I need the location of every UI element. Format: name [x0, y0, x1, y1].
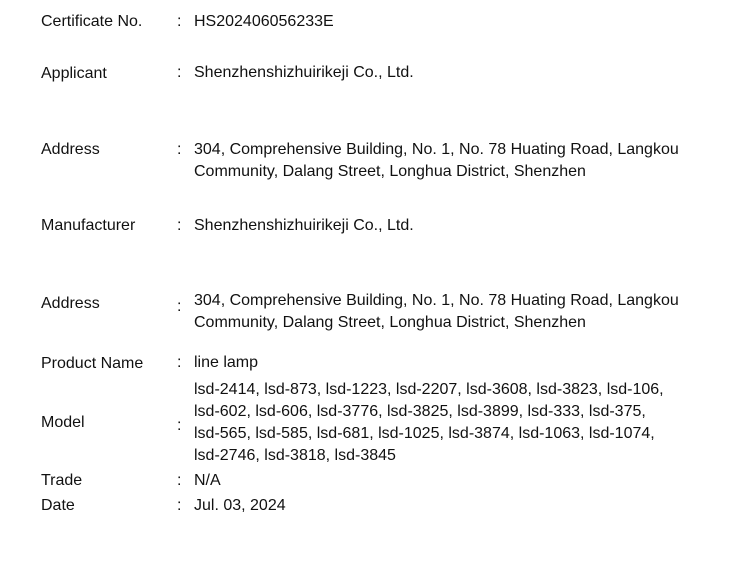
applicant-address-label: Address	[41, 141, 100, 158]
date-label: Date	[41, 497, 75, 514]
colon: :	[177, 217, 182, 234]
manufacturer-value: Shenzhenshizhuirikeji Co., Ltd.	[194, 217, 414, 234]
model-line: lsd-565, lsd-585, lsd-681, lsd-1025, lsd-3874, lsd-1063, lsd-1074,	[194, 425, 655, 442]
trade-label: Trade	[41, 472, 83, 489]
colon: :	[177, 298, 182, 315]
model-line: lsd-2746, lsd-3818, lsd-3845	[194, 447, 396, 464]
colon: :	[177, 417, 182, 434]
colon: :	[177, 497, 182, 514]
certificate-no-value: HS202406056233E	[194, 13, 334, 30]
colon: :	[177, 472, 182, 489]
applicant-label: Applicant	[41, 65, 107, 82]
model-line: lsd-2414, lsd-873, lsd-1223, lsd-2207, lsd-3608, lsd-3823, lsd-106,	[194, 381, 664, 398]
colon: :	[177, 141, 182, 158]
address-line: Community, Dalang Street, Longhua District, Shenzhen	[194, 163, 586, 180]
address-line: 304, Comprehensive Building, No. 1, No. 78 Huating Road, Langkou	[194, 141, 679, 158]
applicant-value: Shenzhenshizhuirikeji Co., Ltd.	[194, 64, 414, 81]
colon: :	[177, 13, 182, 30]
manufacturer-address-value	[194, 290, 679, 334]
applicant-address-value	[194, 139, 679, 183]
colon: :	[177, 354, 182, 371]
address-line: Community, Dalang Street, Longhua District, Shenzhen	[194, 314, 586, 331]
model-line: lsd-602, lsd-606, lsd-3776, lsd-3825, lsd-3899, lsd-333, lsd-375,	[194, 403, 646, 420]
product-name-label: Product Name	[41, 355, 144, 372]
trade-value: N/A	[194, 472, 221, 489]
manufacturer-label: Manufacturer	[41, 217, 136, 234]
certificate-no-label: Certificate No.	[41, 13, 143, 30]
manufacturer-address-label: Address	[41, 295, 100, 312]
model-label: Model	[41, 414, 85, 431]
product-name-value: line lamp	[194, 354, 259, 371]
date-value: Jul. 03, 2024	[194, 497, 286, 514]
colon: :	[177, 64, 182, 81]
model-value	[194, 379, 664, 467]
address-line: 304, Comprehensive Building, No. 1, No. 78 Huating Road, Langkou	[194, 292, 679, 309]
